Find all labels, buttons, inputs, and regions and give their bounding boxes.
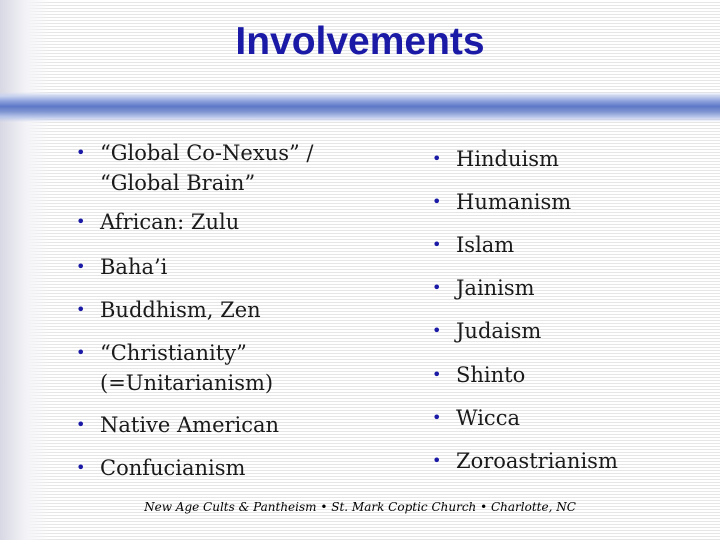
- list-item: [76, 338, 390, 398]
- list-item: [432, 360, 720, 390]
- title-divider: [0, 92, 720, 122]
- list-item-text: “Global Co-Nexus” /: [100, 141, 314, 165]
- slide-footer: New Age Cults & Pantheism • St. Mark Coptic Church • Charlotte, NC: [144, 500, 576, 514]
- bullet-icon: •: [432, 321, 442, 340]
- list-item-text: Islam: [456, 233, 515, 257]
- list-item-text: Confucianism: [100, 456, 246, 480]
- bullet-icon: •: [432, 149, 442, 168]
- list-item-text-line2: (=Unitarianism): [100, 371, 274, 395]
- list-item: [432, 144, 720, 174]
- list-item-text: Native American: [100, 413, 280, 437]
- list-item: [76, 453, 390, 483]
- bullet-icon: •: [432, 451, 442, 470]
- list-item: [432, 446, 720, 476]
- list-item: [432, 230, 720, 260]
- list-item-text: Wicca: [456, 406, 520, 430]
- bullet-icon: •: [432, 192, 442, 211]
- list-item-text: Hinduism: [456, 147, 559, 171]
- bullet-icon: •: [76, 458, 86, 477]
- list-item-text: Buddhism, Zen: [100, 298, 261, 322]
- bullet-icon: •: [432, 408, 442, 427]
- slide-title: Involvements: [235, 20, 485, 63]
- list-item-text: Humanism: [456, 190, 572, 214]
- list-item-text: African: Zulu: [100, 210, 240, 234]
- list-item: [432, 403, 720, 433]
- list-item: [76, 410, 390, 440]
- list-item-text: Judaism: [456, 319, 542, 343]
- list-item-text: Baha’i: [100, 255, 168, 279]
- bullet-icon: •: [76, 143, 86, 162]
- list-item-text: Shinto: [456, 363, 526, 387]
- bullet-icon: •: [76, 212, 86, 231]
- list-item: [432, 187, 720, 217]
- list-item: [432, 273, 720, 303]
- list-item-text: Zoroastrianism: [456, 449, 618, 473]
- bullet-icon: •: [76, 300, 86, 319]
- bullet-icon: •: [432, 365, 442, 384]
- list-item: [76, 138, 390, 198]
- list-item: [76, 252, 390, 282]
- list-item-text: Jainism: [456, 276, 535, 300]
- list-item: [76, 295, 390, 325]
- bullet-icon: •: [76, 343, 86, 362]
- bullet-icon: •: [76, 257, 86, 276]
- list-item-text-line2: “Global Brain”: [100, 171, 256, 195]
- bullet-icon: •: [432, 235, 442, 254]
- list-item: [76, 207, 390, 237]
- list-item-text: “Christianity”: [100, 341, 247, 365]
- left-gradient-bar: [0, 0, 50, 540]
- bullet-icon: •: [76, 415, 86, 434]
- bullet-icon: •: [432, 278, 442, 297]
- list-item: [432, 316, 720, 346]
